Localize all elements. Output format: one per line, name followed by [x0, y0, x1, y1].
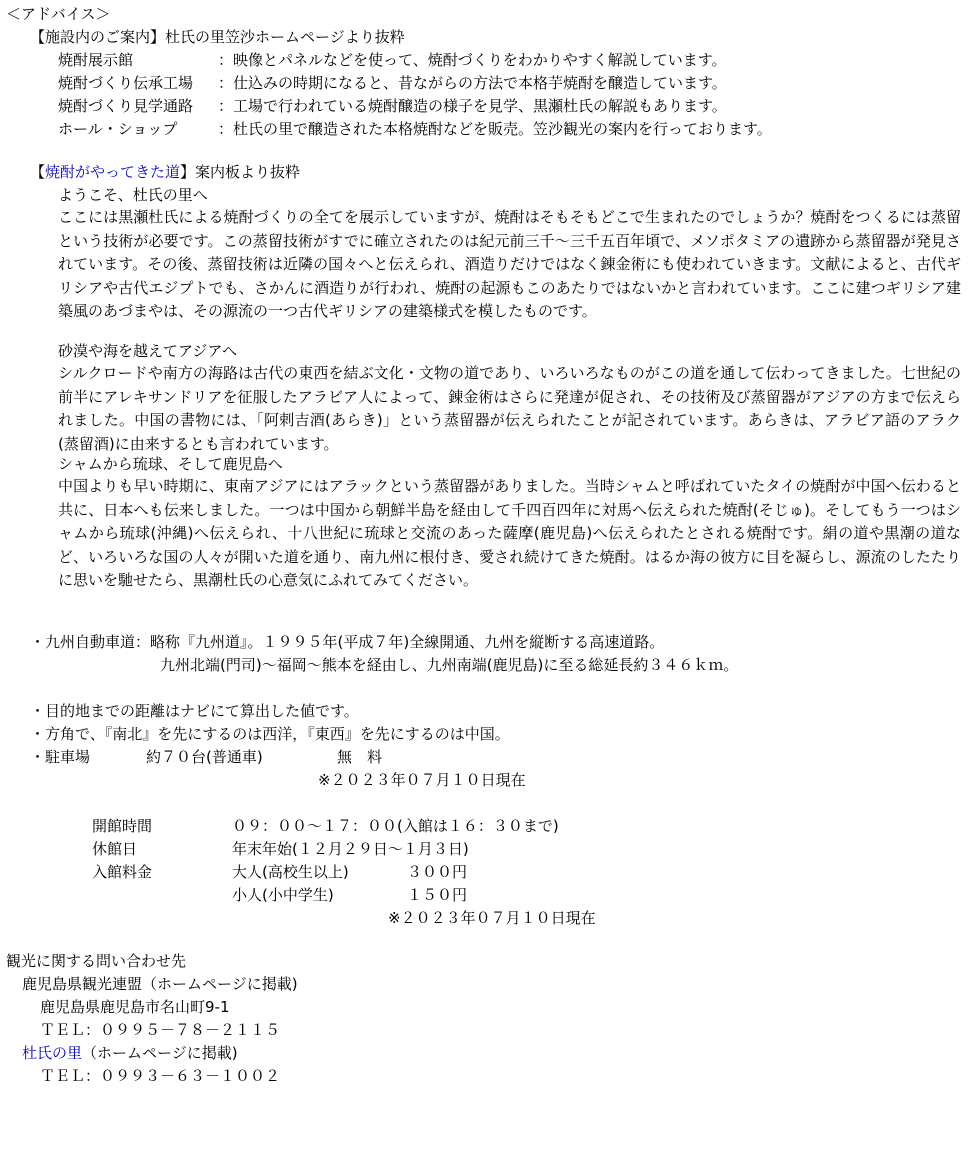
- toji-no-sato-link[interactable]: 杜氏の里: [22, 1044, 83, 1062]
- adult-fee: ３００円: [407, 863, 468, 881]
- note-direction: ・方角で、『南北』を先にするのは西洋，『東西』を先にするのは中国。: [30, 725, 510, 743]
- parking-label: ・駐車場: [30, 748, 91, 766]
- road-paragraph-silkroad: シルクロードや南方の海路は古代の東西を結ぶ文化・文物の道であり、いろいろなものがこの道を通して伝わってきました。七世紀の前半にアレキサンドリアを征服したアラビア人によって、錬金術はさらに発達が促され、その技術及び蒸留器がアジアの方まで伝えられました。中国の書物には、「阿剌吉酒(あらき)」という蒸留器が伝えられたことが記されています。あらきは、アラビア語のアラク(蒸留酒)に由来するとも言われています。: [58, 364, 961, 453]
- facility-item-desc: ：工場で行われている焼酎醸造の様子を見学、黒瀬杜氏の解説もあります。: [218, 97, 727, 115]
- expressway-line1: ・九州自動車道：略称『九州道』。１９９５年(平成７年)全線開通、九州を縦断する高速道路。: [30, 633, 665, 651]
- asof-note-1: ※２０２３年０７月１０日現在: [318, 771, 526, 789]
- parking-count: 約７０台(普通車): [146, 748, 263, 766]
- child-fee: １５０円: [407, 886, 468, 904]
- advice-heading: ＜アドバイス＞: [6, 5, 111, 23]
- open-hours-label: 開館時間: [92, 817, 153, 835]
- facility-item-name: ホール・ショップ: [58, 120, 178, 138]
- road-subheading-asia: 砂漠や海を越えてアジアへ: [58, 342, 238, 360]
- admission-label: 入館料金: [92, 863, 153, 881]
- facility-item-name: 焼酎づくり伝承工場: [58, 74, 194, 92]
- facility-item-name: 焼酎展示館: [58, 51, 134, 69]
- road-heading: [30, 161, 300, 184]
- closed-days-label: 休館日: [92, 840, 138, 858]
- road-subheading-kagoshima: シャムから琉球、そして鹿児島へ: [58, 455, 283, 473]
- note-distance: ・目的地までの距離はナビにて算出した値です。: [30, 702, 359, 720]
- contact-org-toji-no-sato: [22, 1042, 238, 1065]
- road-paragraph-origin: ここには黒瀬杜氏による焼酎づくりの全てを展示していますが、焼酎はそもそもどこで生まれたのでしょうか？焼酎をつくるには蒸留という技術が必要です。この蒸留技術がすでに確立されたのは紀元前三千～三千五百年頃で、メソポタミアの遺跡から蒸留器が発見されています。その後、蒸留技術は近隣の国々へと伝えられ、酒造りだけではなく錬金術にも使われていきます。文献によると、古代ギリシアや古代エジプトでも、さかんに酒造りが行われ、焼酎の起源もこのあたりではないかと言われています。ここに建つギリシア建築風のあづまやは、その源流の一つ古代ギリシアの建築様式を模したものです。: [58, 208, 961, 321]
- asof-note-2: ※２０２３年０７月１０日現在: [388, 909, 596, 927]
- child-label: 小人(小中学生): [232, 886, 334, 904]
- closed-days-value: 年末年始(１２月２９日～１月３日): [232, 840, 469, 858]
- road-heading-open: 【: [30, 163, 46, 181]
- contact-heading: 観光に関する問い合わせ先: [6, 952, 187, 970]
- road-subheading-welcome: ようこそ、杜氏の里へ: [58, 186, 208, 204]
- facility-item-desc: ：杜氏の里で醸造された本格焼酎などを販売。笠沙観光の案内を行っております。: [218, 120, 772, 138]
- facility-item-desc: ：映像とパネルなどを使って、焼酎づくりをわかりやすく解説しています。: [218, 51, 727, 69]
- toji-no-sato-note: （ホームページに掲載): [82, 1044, 238, 1062]
- road-paragraph-ryukyu: 中国よりも早い時期に、東南アジアにはアラックという蒸留器がありました。当時シャムと呼ばれていたタイの焼酎が中国へ伝わると共に、日本へも伝来しました。一つは中国から朝鮮半島を経由して千四百四年に対馬へ伝えられた焼酎(そじゅ)。そしてもう一つはシャムから琉球(沖縄)へ伝えられ、十八世紀に琉球と交流のあった薩摩(鹿児島)へ伝えられたとされる焼酎です。絹の道や黒潮の道など、いろいろな国の人々が開いた道を通り、南九州に根付き、愛され続けてきた焼酎。はるか海の彼方に目を凝らし、源流のしたたりに思いを馳せたら、黒潮杜氏の心意気にふれてみてください。: [58, 477, 961, 590]
- road-heading-rest: 】案内板より抜粋: [180, 163, 301, 181]
- road-heading-link[interactable]: 焼酎がやってきた道: [45, 163, 181, 181]
- facility-item-desc: ：仕込みの時期になると、昔ながらの方法で本格芋焼酎を醸造しています。: [218, 74, 727, 92]
- expressway-line2: 九州北端(門司)～福岡～熊本を経由し、九州南端(鹿児島)に至る総延長約３４６ｋｍ。: [160, 656, 739, 674]
- contact-org1-tel: ＴＥＬ：０９９５－７８－２１１５: [40, 1021, 281, 1039]
- facility-item-name: 焼酎づくり見学通路: [58, 97, 194, 115]
- facility-heading: 【施設内のご案内】杜氏の里笠沙ホームページより抜粋: [30, 28, 405, 46]
- open-hours-value: ０９：００～１７：００(入館は１６：３０まで): [232, 817, 559, 835]
- contact-org-tourism-federation: 鹿児島県観光連盟（ホームページに掲載): [22, 975, 298, 993]
- contact-org2-tel: ＴＥＬ：０９９３－６３－１００２: [40, 1067, 281, 1085]
- adult-label: 大人(高校生以上): [232, 863, 349, 881]
- contact-org1-address: 鹿児島県鹿児島市名山町9-1: [40, 998, 230, 1016]
- parking-fee: 無 料: [337, 748, 383, 766]
